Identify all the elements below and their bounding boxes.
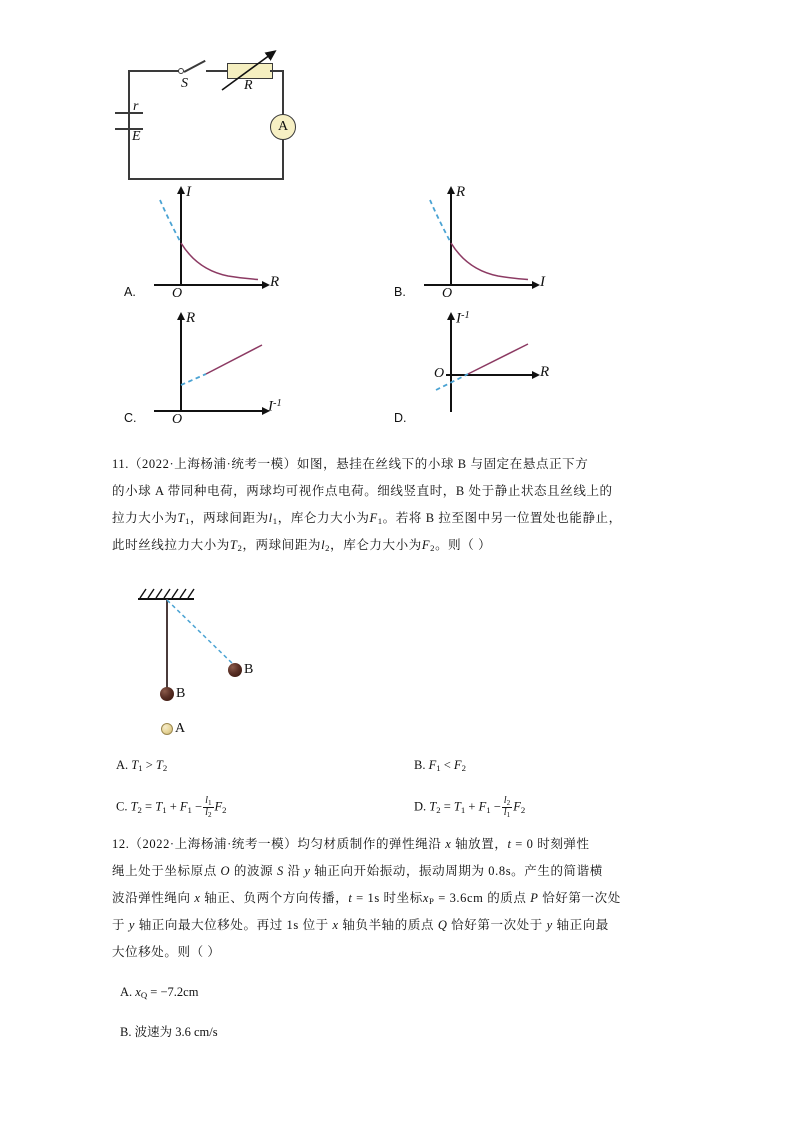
ball-a [161,723,173,735]
graph-c-x-label-base: I [268,398,273,415]
q11-opt-c-frac-num [203,796,213,807]
graph-b-y-label: R [456,184,466,200]
q11-opt-a-letter: A. [116,758,129,772]
q12-opt-a-value: = −7.2cm [147,985,199,999]
graph-d-y-label-sup: -1 [461,310,470,321]
q12-l3-d: = 3.6cm 的质点 [434,891,531,905]
q11-l4-c: ，库仑力大小为 [330,538,422,552]
q12-l3-t: t [348,891,353,905]
q11-opt-d-frac-den-sub: 1 [506,811,511,820]
question12-line4 [112,912,609,939]
graph-a-x-label: R [270,274,280,290]
q12-l2-b: 的波源 [230,864,277,878]
q11-opt-d-frac-num-base: l [503,795,507,806]
ball-b-vertical [160,687,174,701]
graph-d-choice-letter: D. [394,411,407,425]
q11-l4-d: 。则（ ） [435,538,492,552]
q11-l3-l1-sub: 1 [272,516,278,527]
rheostat-label: R [244,78,253,93]
battery-long-plate [115,112,143,114]
question11-option-d[interactable] [414,796,525,820]
q11-opt-b-lhs: F [428,758,437,772]
graph-a-choice-letter: A. [124,285,136,299]
q11-l3-l1: l [268,511,273,525]
graph-d-curve [420,312,560,422]
q11-l4-l2-sub: 2 [325,543,331,554]
q11-opt-d-frac-num-sub: 2 [506,798,511,807]
ball-b-displaced-label: B [244,662,254,677]
question11-line2: 的小球 A 带同种电荷，两球均可视作点电荷。细线竖直时，B 处于静止状态且丝线上的 [112,484,613,498]
q12-l3-b: 轴正、负两个方向传播， [200,891,349,905]
q11-opt-d-eq: = [443,799,451,814]
circuit-wire-top-left [128,70,180,72]
graph-option-c [150,310,290,427]
q11-opt-d-frac-den-base: l [503,807,507,819]
charged-pendulum-diagram [138,588,318,748]
q12-l3-xp: x [422,891,429,905]
q12-l3-e: 恰好第一次处 [538,891,621,905]
q12-l1-x: x [445,837,452,851]
q11-l3-t1: T [177,511,186,525]
q11-opt-c-t1-sub: 1 [162,804,167,815]
graph-c-curve [150,312,290,422]
q11-opt-a-rhs-sub: 2 [162,763,168,774]
q12-opt-a-var-sub: Q [140,990,148,1001]
q11-opt-c-frac-den-sub: 2 [207,811,212,820]
q11-l3-a: 拉力大小为 [112,511,178,525]
ball-a-label: A [175,721,186,736]
q11-opt-c-lead-sub: 2 [137,804,142,815]
q11-l4-a: 此时丝线拉力大小为 [112,538,230,552]
q11-l3-f1: F [369,511,378,525]
question11-option-b[interactable] [414,758,466,773]
q12-l2-c: 沿 [283,864,305,878]
question11-option-a[interactable] [116,758,167,773]
q12-l4-c: 轴负半轴的质点 [338,918,438,932]
q12-l4-d: 恰好第一次处于 [447,918,547,932]
q11-opt-c-eq: = [145,799,153,814]
question12-line5: 大位移处。则（ ） [112,945,221,959]
q11-l4-t2: T [229,538,238,552]
switch-label: S [181,76,188,91]
q11-opt-c-f1: F [179,799,188,814]
q11-opt-c-frac-num-sub: 1 [207,798,212,807]
q11-opt-a-lhs: T [131,758,139,772]
circuit-wire-rheostat-to-right [270,70,284,72]
q12-l4-q: Q [437,918,448,932]
q11-opt-c-t1: T [155,799,163,814]
q11-l3-f1-sub: 1 [377,516,383,527]
question12-line3 [112,885,621,915]
switch-blade-icon [184,60,206,73]
q11-opt-c-frac-den-base: l [205,807,208,819]
graph-b-x-label: I [540,274,545,290]
graph-d-x-label: R [540,364,550,380]
q11-l4-l2: l [321,538,326,552]
graph-option-b [420,184,560,301]
q11-opt-d-letter: D. [414,799,427,814]
q11-opt-c-minus: − [195,799,203,814]
graph-d-origin-label: O [434,366,445,381]
question12-option-a[interactable] [120,985,198,1000]
graph-c-x-label-sup: -1 [273,398,282,409]
question11-line4 [112,532,491,562]
q11-opt-d-fraction [502,796,512,820]
q12-l2-s: S [276,864,284,878]
ball-b-vertical-label: B [176,686,186,701]
question11-line3 [112,505,622,535]
q12-l3-c: = 1s 时坐标 [352,891,423,905]
q11-l4-t2-sub: 2 [237,543,243,554]
q12-l3-p: P [530,891,539,905]
q11-opt-a-rel: > [145,758,153,772]
q11-opt-c-letter: C. [116,799,128,814]
q12-l2-a: 绳上处于坐标原点 [112,864,221,878]
q11-opt-d-f2: F [513,799,521,814]
q12-l4-b: 轴正向最大位移处。再过 1s 位于 [134,918,333,932]
question11-option-c[interactable] [116,796,227,820]
q11-l4-b: ，两球间距为 [242,538,322,552]
q11-opt-d-f2-sub: 2 [520,804,526,815]
q11-l4-f2-sub: 2 [430,543,436,554]
graph-d-y-label-base: I [456,310,461,327]
q12-opt-a-var: x [135,985,141,999]
q11-opt-c-f2-sub: 2 [222,804,227,815]
graph-a-y-label: I [186,184,191,200]
q11-opt-d-lead-sub: 2 [436,804,441,815]
q12-l1-b: 轴放置， [451,837,508,851]
question12-line1 [112,831,590,858]
q11-l3-c: ，库仑力大小为 [277,511,370,525]
q11-opt-c-frac-num-base: l [205,795,208,806]
q11-l3-b: ，两球间距为 [190,511,269,525]
q11-opt-a-rhs: T [155,758,163,772]
graph-option-d [420,312,560,422]
graph-a-curve [150,186,290,296]
q11-opt-d-plus: + [468,799,476,814]
q11-opt-d-frac-num [502,796,512,807]
graph-c-y-label: R [186,310,196,326]
q11-opt-b-rhs-sub: 2 [461,763,466,774]
circuit-diagram [128,50,388,170]
q12-l1-c: = 0 时刻弹性 [511,837,590,851]
q12-opt-b-text: 波速为 3.6 cm/s [134,1025,218,1039]
q11-opt-c-f1-sub: 1 [187,804,192,815]
q12-l4-y2: y [546,918,553,932]
question11-line1: 11.（2022·上海杨浦·统考一模）如图，悬挂在丝线下的小球 B 与固定在悬点正下方 [112,457,589,471]
q11-opt-c-fraction [203,796,213,820]
graph-b-choice-letter: B. [394,285,406,299]
battery-e-label: E [132,129,141,144]
q11-opt-c-f2: F [214,799,223,814]
q11-opt-b-rel: < [443,758,451,772]
q12-l4-e: 轴正向最 [552,918,609,932]
q11-opt-b-letter: B. [414,758,426,772]
q11-opt-b-lhs-sub: 1 [436,763,441,774]
q12-l3-xp-sub: P [429,896,435,907]
circuit-wire-bottom [128,178,284,180]
q12-l3-a: 波沿弹性绳向 [112,891,195,905]
question12-option-b[interactable] [120,1022,218,1040]
q12-opt-a-letter: A. [120,985,133,999]
battery-r-label: r [133,99,139,114]
q11-opt-b-rhs: F [453,758,462,772]
q11-opt-d-minus: − [493,799,501,814]
q12-l1-a: 12.（2022·上海杨浦·统考一模）均匀材质制作的弹性绳沿 [112,837,446,851]
q12-l4-a: 于 [112,918,129,932]
q11-l3-t1-sub: 1 [185,516,191,527]
ammeter-symbol: A [270,114,296,140]
q12-l4-x: x [332,918,339,932]
question12-line2 [112,858,603,885]
q11-l3-d: 。若将 B 拉至图中另一位置处也能静止， [382,511,622,525]
graph-b-origin-label: O [442,286,453,301]
q11-opt-d-t1-sub: 1 [460,804,466,815]
q11-opt-c-frac-den [203,807,213,819]
q11-opt-d-lead: T [429,799,437,814]
q12-l2-d: 轴正向开始振动，振动周期为 0.8s。产生的简谐横 [310,864,603,878]
graph-a-origin-label: O [172,286,183,301]
q11-opt-a-lhs-sub: 1 [138,763,143,774]
q12-opt-b-letter: B. [120,1025,132,1039]
q11-opt-d-f1: F [478,799,487,814]
q11-opt-c-plus: + [169,799,177,814]
q12-l2-y: y [304,864,311,878]
circuit-wire-left [128,70,130,180]
q11-opt-d-f1-sub: 1 [486,804,491,815]
q12-l3-x: x [194,891,201,905]
q11-l4-f2: F [421,538,431,552]
q12-l4-y: y [128,918,135,932]
graph-option-a [150,184,290,301]
graph-b-curve [420,186,560,296]
q11-opt-d-t1: T [453,799,461,814]
q11-opt-d-frac-den [502,807,512,819]
graph-c-origin-label: O [172,412,183,427]
ball-b-displaced [228,663,242,677]
graph-c-choice-letter: C. [124,411,137,425]
q12-l2-o: O [220,864,231,878]
q12-l1-t: t [507,837,512,851]
q11-opt-c-lead: T [130,799,138,814]
